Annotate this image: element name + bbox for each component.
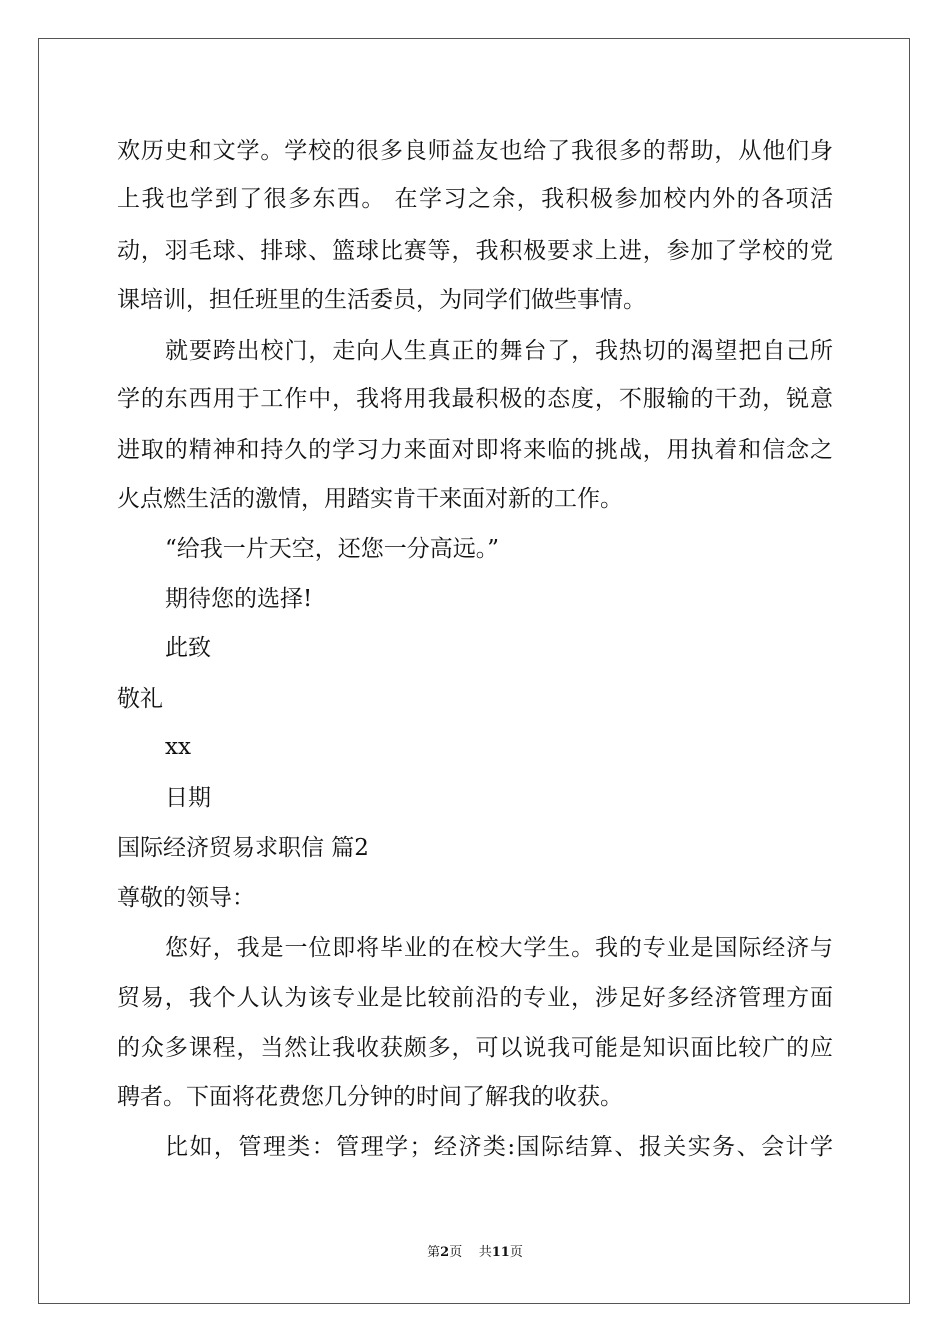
section-title: 国际经济贸易求职信 篇2 bbox=[117, 835, 369, 861]
text-line: 学的东西用于工作中，我将用我最积极的态度，不服输的干劲，锐意 bbox=[117, 386, 833, 412]
closing-line: 期待您的选择! bbox=[165, 586, 313, 612]
text-line: 上我也学到了很多东西。 在学习之余，我积极参加校内外的各项活 bbox=[117, 186, 833, 212]
text-line: 欢历史和文学。学校的很多良师益友也给了我很多的帮助，从他们身 bbox=[117, 138, 833, 164]
page-footer bbox=[0, 1245, 950, 1261]
text-line: 贸易，我个人认为该专业是比较前沿的专业，涉足好多经济管理方面 bbox=[117, 985, 833, 1011]
page-suffix: 页 bbox=[509, 1245, 523, 1260]
quote-line: “给我一片天空，还您一分高远。” bbox=[165, 536, 500, 562]
salutation-line: 此致 bbox=[165, 635, 211, 661]
text-line: 比如，管理类：管理学；经济类:国际结算、报关实务、会计学 bbox=[165, 1134, 833, 1160]
text-line: 进取的精神和持久的学习力来面对即将来临的挑战，用执着和信念之 bbox=[117, 437, 833, 463]
text-line: 的众多课程，当然让我收获颇多，可以说我可能是知识面比较广的应 bbox=[117, 1035, 833, 1061]
text-line: 课培训，担任班里的生活委员，为同学们做些事情。 bbox=[117, 287, 646, 313]
text-line: 您好，我是一位即将毕业的在校大学生。我的专业是国际经济与 bbox=[165, 935, 833, 961]
text-line: 就要跨出校门，走向人生真正的舞台了，我热切的渴望把自己所 bbox=[165, 338, 833, 364]
text-line: 动，羽毛球、排球、篮球比赛等，我积极要求上进，参加了学校的党 bbox=[117, 238, 833, 264]
greeting-line: 尊敬的领导： bbox=[117, 885, 255, 911]
respect-line: 敬礼 bbox=[117, 686, 163, 712]
signature-name: xx bbox=[165, 734, 191, 760]
signature-date: 日期 bbox=[165, 785, 211, 811]
page-prefix: 第 bbox=[427, 1245, 441, 1260]
current-page-number: 2 bbox=[440, 1245, 450, 1260]
page-mid: 页 共 bbox=[449, 1245, 492, 1260]
text-line: 聘者。下面将花费您几分钟的时间了解我的收获。 bbox=[117, 1084, 623, 1110]
total-page-number: 11 bbox=[491, 1245, 510, 1260]
page-frame bbox=[38, 38, 910, 1304]
text-line: 火点燃生活的激情，用踏实肯干来面对新的工作。 bbox=[117, 486, 623, 512]
